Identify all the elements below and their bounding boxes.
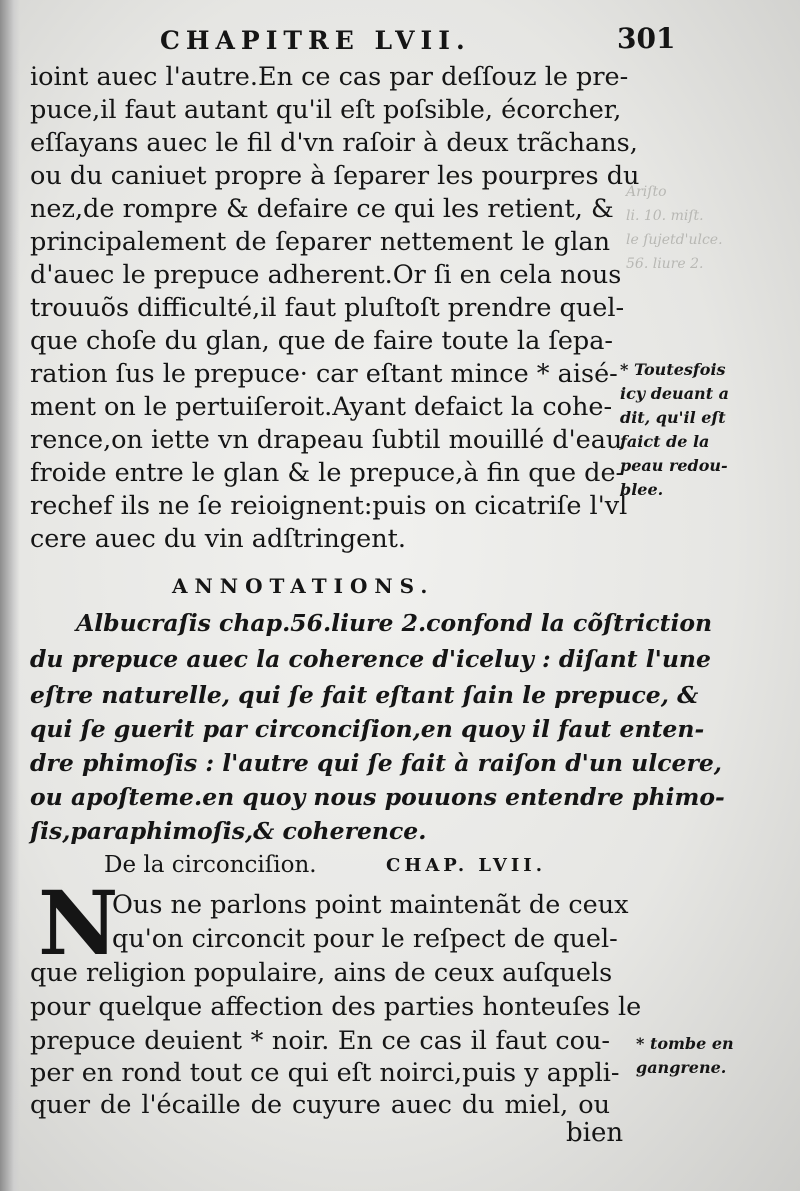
annotation-line: ſis,paraphimoſis,& coherence.	[30, 817, 427, 845]
body-line: ioint auec l'autre.En ce cas par deſſouz le pre-	[30, 62, 629, 92]
body-line: froide entre le glan & le prepuce,à fin que de-	[30, 458, 625, 488]
body-line: d'auec le prepuce adherent.Or ſi en cela nous	[30, 260, 622, 290]
marginal-note	[636, 1032, 800, 1080]
annotation-line: eſtre naturelle, qui ſe fait eſtant ſain le prepuce, &	[30, 681, 699, 709]
drop-cap: N	[38, 871, 119, 975]
annotation-line: Albucraſis chap.56.liure 2.confond la cõſtriction	[76, 609, 713, 637]
annotations-heading: ANNOTATIONS.	[172, 574, 435, 598]
body-line: ment on le pertuiſeroit.Ayant defaict la cohe-	[30, 392, 613, 422]
page-gutter-shadow	[0, 0, 20, 1191]
chapter-line: quer de l'écaille de cuyure auec du miel, ou	[30, 1090, 610, 1120]
body-line: rence,on iette vn drapeau ſubtil mouillé d'eau	[30, 425, 623, 455]
marginal-note-line: * tombe en	[636, 1034, 734, 1053]
body-line: cere auec du vin adſtringent.	[30, 524, 406, 554]
marginal-note	[620, 358, 795, 502]
page-number: 301	[617, 22, 676, 55]
body-line: ou du caniuet propre à ſeparer les pourpres du	[30, 161, 640, 191]
body-line: rechef ils ne ſe reioignent:puis on cicatriſe l'vl	[30, 491, 628, 521]
chapter-line: qu'on circoncit pour le reſpect de quel-	[112, 924, 618, 954]
chapter-line: per en rond tout ce qui eſt noirci,puis y appli-	[30, 1058, 620, 1088]
marginal-note-line: peau redou-	[620, 456, 728, 475]
marginal-note-line: * Toutesfois	[620, 360, 726, 379]
annotation-line: dre phimoſis : l'autre qui ſe fait à raiſon d'un ulcere,	[30, 749, 722, 777]
body-line: principalement de ſeparer nettement le glan	[30, 227, 610, 257]
catchword: bien	[566, 1118, 624, 1148]
chapter-line: pour quelque affection des parties honteuſes le	[30, 992, 642, 1022]
annotation-line: ou apoſteme.en quoy nous pouuons entendre phimo-	[30, 783, 725, 811]
body-line: nez,de rompre & defaire ce qui les retient, &	[30, 194, 614, 224]
running-head: CHAPITRE LVII.	[160, 26, 471, 55]
chapter-title: De la circonciſion.	[104, 852, 317, 878]
chapter-line: que religion populaire, ains de ceux auſquels	[30, 958, 613, 988]
show-through-line: li. 10. miſt.	[626, 208, 704, 224]
body-line: que choſe du glan, que de faire toute la ſepa-	[30, 326, 614, 356]
body-line: trouuõs difficulté,il faut pluſtoſt prendre quel-	[30, 293, 625, 323]
chapter-line: prepuce deuient * noir. En ce cas il faut cou-	[30, 1026, 610, 1056]
chapter-label: CHAP. LVII.	[386, 855, 546, 876]
annotation-line: qui ſe guerit par circonciſion,en quoy il faut enten-	[30, 715, 705, 743]
annotation-line: du prepuce auec la coherence d'iceluy : diſant l'une	[30, 645, 711, 673]
marginal-note-line: faict de la	[620, 432, 710, 451]
marginal-note-line: gangrene.	[636, 1058, 727, 1077]
body-line: eſſayans auec le fil d'vn raſoir à deux trãchans,	[30, 128, 638, 158]
marginal-note-line: icy deuant a	[620, 384, 730, 403]
body-line: ration ſus le prepuce· car eſtant mince * aisé-	[30, 359, 618, 389]
marginal-note-line: dit, qu'il eſt	[620, 408, 726, 427]
body-line: puce,il faut autant qu'il eſt poſsible, écorcher,	[30, 95, 622, 125]
marginal-note-line: blee.	[620, 480, 664, 499]
show-through-text	[626, 180, 796, 276]
show-through-line: le ſujetd'ulce.	[626, 232, 723, 248]
show-through-line: 56. liure 2.	[626, 256, 704, 272]
chapter-line: Ous ne parlons point maintenãt de ceux	[112, 890, 629, 920]
show-through-line: Ariſto	[626, 184, 667, 200]
